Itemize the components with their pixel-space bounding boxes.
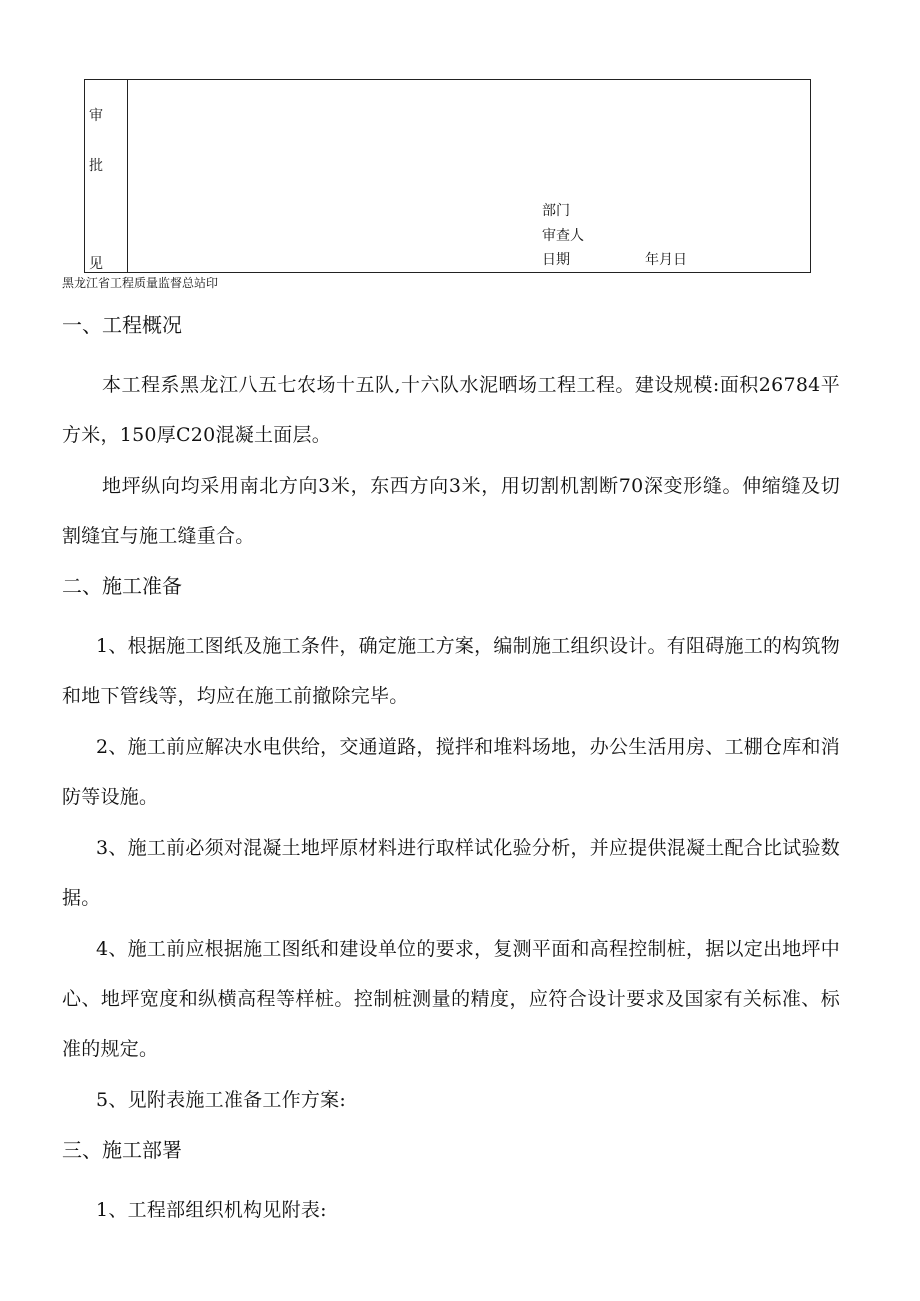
document-body: [62, 310, 840, 1236]
section-3-title: 三、施工部署: [62, 1138, 182, 1162]
section-2-item-3: 3、施工前必须对混凝土地坪原材料进行取样试化验分析，并应提供混凝土配合比试验数据。: [62, 837, 840, 909]
date-label: 日期: [542, 252, 570, 268]
label-jian: 见: [89, 256, 103, 272]
approval-label-column: [85, 80, 128, 272]
stamp-text: 黑龙江省工程质量监督总站印: [62, 276, 219, 290]
section-2-item-4: 4、施工前应根据施工图纸和建设单位的要求，复测平面和高程控制桩，据以定出地坪中心、地坪宽度和纵横高程等样桩。控制桩测量的精度，应符合设计要求及国家有关标准、标准的规定。: [62, 938, 840, 1060]
section-1-title: 一、工程概况: [62, 313, 182, 337]
reviewer-label: 审查人: [542, 228, 584, 244]
section-2-item-2: 2、施工前应解决水电供给，交通道路，搅拌和堆料场地，办公生活用房、工棚仓库和消防等设施。: [62, 736, 840, 808]
label-pi: 批: [89, 158, 103, 174]
section-2-item-5: 5、见附表施工准备工作方案:: [96, 1089, 346, 1111]
section-1-paragraph-1: 本工程系黑龙江八五七农场十五队,十六队水泥晒场工程工程。建设规模:面积26784平方米，150厚C20混凝土面层。: [62, 374, 840, 446]
approval-table: [84, 79, 811, 273]
section-2-title: 二、施工准备: [62, 574, 182, 598]
department-label: 部门: [542, 203, 570, 219]
section-2-item-1: 1、根据施工图纸及施工条件，确定施工方案，编制施工组织设计。有阻碍施工的构筑物和地下管线等，均应在施工前撤除完毕。: [62, 635, 840, 707]
date-value: 年月日: [645, 252, 687, 268]
section-1-paragraph-2: 地坪纵向均采用南北方向3米，东西方向3米，用切割机割断70深变形缝。伸缩缝及切割缝宜与施工缝重合。: [62, 475, 840, 547]
label-shen: 审: [89, 108, 103, 124]
section-3-item-1: 1、工程部组织机构见附表:: [96, 1199, 327, 1221]
